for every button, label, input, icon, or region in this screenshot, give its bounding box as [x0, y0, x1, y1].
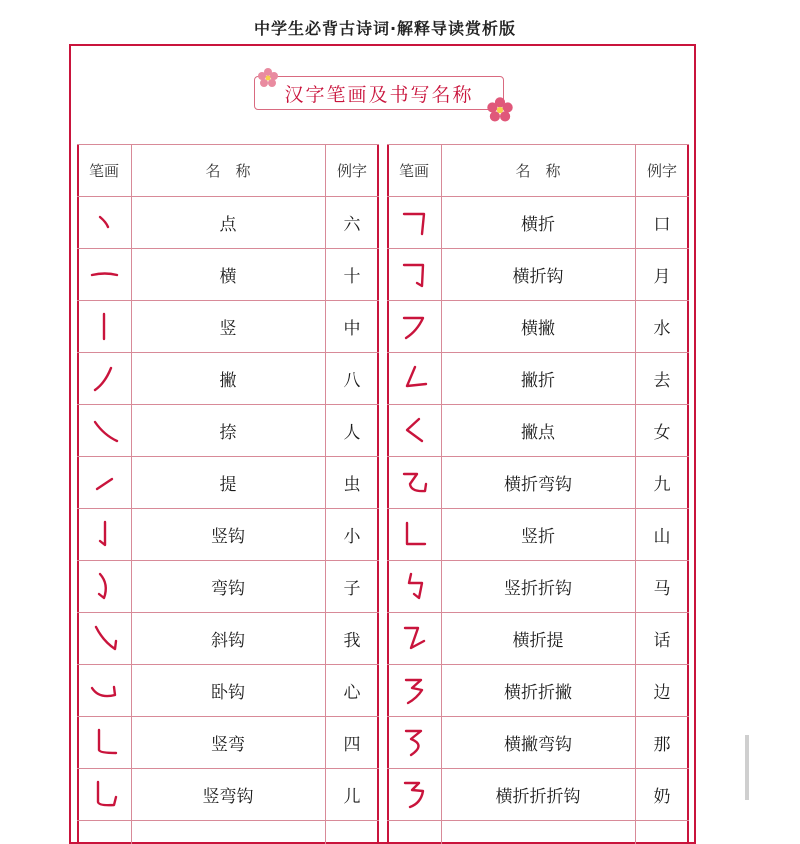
hengzheti-stroke-icon — [397, 621, 431, 655]
stroke-name: 竖钩 — [211, 526, 245, 547]
stroke-cell — [77, 352, 131, 404]
hengzhezhezhegou-stroke-icon — [397, 777, 431, 811]
stroke-name: 横撇 — [521, 318, 555, 339]
table-row — [387, 508, 689, 561]
example-char: 子 — [343, 578, 361, 599]
page-edge-shadow — [745, 735, 749, 800]
stroke-name: 撇折 — [521, 370, 555, 391]
shugou-stroke-icon — [87, 517, 121, 551]
stroke-name: 提 — [219, 474, 237, 495]
table-row — [387, 300, 689, 353]
header-stroke: 笔画 — [398, 162, 429, 180]
example-char: 去 — [653, 370, 671, 391]
hengzhezhepie-stroke-icon — [397, 673, 431, 707]
stroke-cell — [387, 768, 441, 820]
stroke-name: 斜钩 — [211, 630, 245, 651]
stroke-name: 横折折折钩 — [495, 786, 581, 807]
hengzhegou-stroke-icon — [397, 257, 431, 291]
shuzhezhegou-stroke-icon — [397, 569, 431, 603]
stroke-cell — [387, 716, 441, 768]
stroke-cell — [387, 508, 441, 560]
stroke-name: 撇 — [219, 370, 237, 391]
stroke-cell — [77, 560, 131, 612]
dian-stroke-icon — [87, 205, 121, 239]
hengzhewangou-stroke-icon — [397, 465, 431, 499]
shu-stroke-icon — [87, 309, 121, 343]
header-name: 名 称 — [205, 162, 251, 180]
stroke-name: 竖 — [219, 318, 237, 339]
table-row — [387, 664, 689, 717]
example-char: 口 — [653, 214, 671, 235]
table-row — [387, 352, 689, 405]
example-char: 马 — [653, 578, 671, 599]
stroke-name: 弯钩 — [211, 578, 245, 599]
stroke-name: 竖弯 — [211, 734, 245, 755]
example-char: 四 — [343, 734, 361, 755]
stroke-name: 点 — [219, 214, 237, 235]
piedian-stroke-icon — [397, 413, 431, 447]
example-char: 儿 — [343, 786, 361, 807]
piezhe-stroke-icon — [397, 361, 431, 395]
table-row — [387, 404, 689, 457]
stroke-cell — [387, 560, 441, 612]
stroke-cell — [387, 248, 441, 300]
stroke-name: 横折钩 — [512, 266, 564, 287]
table-row — [77, 352, 379, 405]
heng-stroke-icon — [87, 257, 121, 291]
stroke-name: 横折折撇 — [504, 682, 572, 703]
stroke-cell — [387, 196, 441, 248]
table-row — [77, 612, 379, 665]
example-char: 虫 — [343, 474, 361, 495]
table-row — [77, 560, 379, 613]
stroke-cell — [77, 768, 131, 820]
pie-stroke-icon — [87, 361, 121, 395]
shuwan-stroke-icon — [87, 725, 121, 759]
stroke-cell — [77, 716, 131, 768]
hengzhe-stroke-icon — [397, 205, 431, 239]
table-row — [387, 456, 689, 509]
stroke-name: 竖折 — [521, 526, 555, 547]
wogou-stroke-icon — [87, 673, 121, 707]
stroke-cell — [387, 404, 441, 456]
example-char: 水 — [653, 318, 671, 339]
stroke-cell — [387, 664, 441, 716]
example-char: 那 — [653, 734, 671, 755]
wangou-stroke-icon — [87, 569, 121, 603]
example-char: 小 — [343, 526, 361, 547]
stroke-name: 横折弯钩 — [504, 474, 572, 495]
example-char: 心 — [343, 682, 361, 703]
table-row — [387, 612, 689, 665]
table-row — [77, 248, 379, 301]
example-char: 中 — [343, 318, 361, 339]
stroke-name: 竖折折钩 — [504, 578, 572, 599]
table-row — [77, 664, 379, 717]
stroke-name: 撇点 — [521, 422, 555, 443]
table-row — [77, 716, 379, 769]
table-row — [387, 196, 689, 249]
example-char: 女 — [653, 422, 671, 443]
stroke-cell — [387, 352, 441, 404]
stroke-cell — [77, 248, 131, 300]
stroke-name: 捺 — [219, 422, 237, 443]
table-row — [77, 456, 379, 509]
table-row — [77, 300, 379, 353]
section-title: 汉字笔画及书写名称 — [254, 76, 504, 110]
stroke-cell — [77, 404, 131, 456]
header-name: 名 称 — [515, 162, 561, 180]
example-char: 人 — [343, 422, 361, 443]
table-row — [77, 508, 379, 561]
table-row — [387, 248, 689, 301]
example-char: 山 — [653, 526, 671, 547]
stroke-cell — [387, 300, 441, 352]
table-header-row — [77, 145, 379, 197]
flower-bottom-right-icon — [486, 96, 514, 124]
example-char: 我 — [343, 630, 361, 651]
table-row — [387, 560, 689, 613]
example-char: 边 — [653, 682, 671, 703]
stroke-cell — [387, 456, 441, 508]
xiegou-stroke-icon — [87, 621, 121, 655]
table-row — [77, 768, 379, 821]
example-char: 六 — [343, 214, 361, 235]
table-row — [387, 716, 689, 769]
stroke-name: 卧钩 — [211, 682, 245, 703]
stroke-table-right — [387, 144, 689, 844]
shuzhe-stroke-icon — [397, 517, 431, 551]
page-header: 中学生必背古诗词·解释导读赏析版 — [253, 19, 517, 38]
stroke-cell — [77, 664, 131, 716]
table-row — [77, 196, 379, 249]
stroke-cell — [77, 456, 131, 508]
table-header-row — [387, 145, 689, 197]
table-row — [387, 768, 689, 821]
stroke-name: 横折 — [521, 214, 555, 235]
example-char: 九 — [653, 474, 671, 495]
example-char: 八 — [343, 370, 361, 391]
stroke-table-left — [77, 144, 379, 844]
stroke-cell — [387, 612, 441, 664]
stroke-name: 横撇弯钩 — [504, 734, 572, 755]
stroke-cell — [77, 508, 131, 560]
hengpiewangou-stroke-icon — [397, 725, 431, 759]
stroke-name: 横 — [219, 266, 237, 287]
stroke-cell — [77, 196, 131, 248]
header-example: 例字 — [646, 162, 677, 180]
example-char: 月 — [653, 266, 671, 287]
stroke-cell — [77, 612, 131, 664]
shuwangou-stroke-icon — [87, 777, 121, 811]
example-char: 十 — [343, 266, 361, 287]
na-stroke-icon — [87, 413, 121, 447]
header-stroke: 笔画 — [88, 162, 119, 180]
hengpie-stroke-icon — [397, 309, 431, 343]
table-row — [77, 404, 379, 457]
ti-stroke-icon — [87, 465, 121, 499]
stroke-name: 竖弯钩 — [202, 786, 254, 807]
stroke-cell — [77, 300, 131, 352]
example-char: 话 — [653, 630, 671, 651]
header-example: 例字 — [336, 162, 367, 180]
example-char: 奶 — [653, 786, 671, 807]
stroke-name: 横折提 — [512, 630, 564, 651]
flower-top-left-icon — [257, 67, 279, 89]
